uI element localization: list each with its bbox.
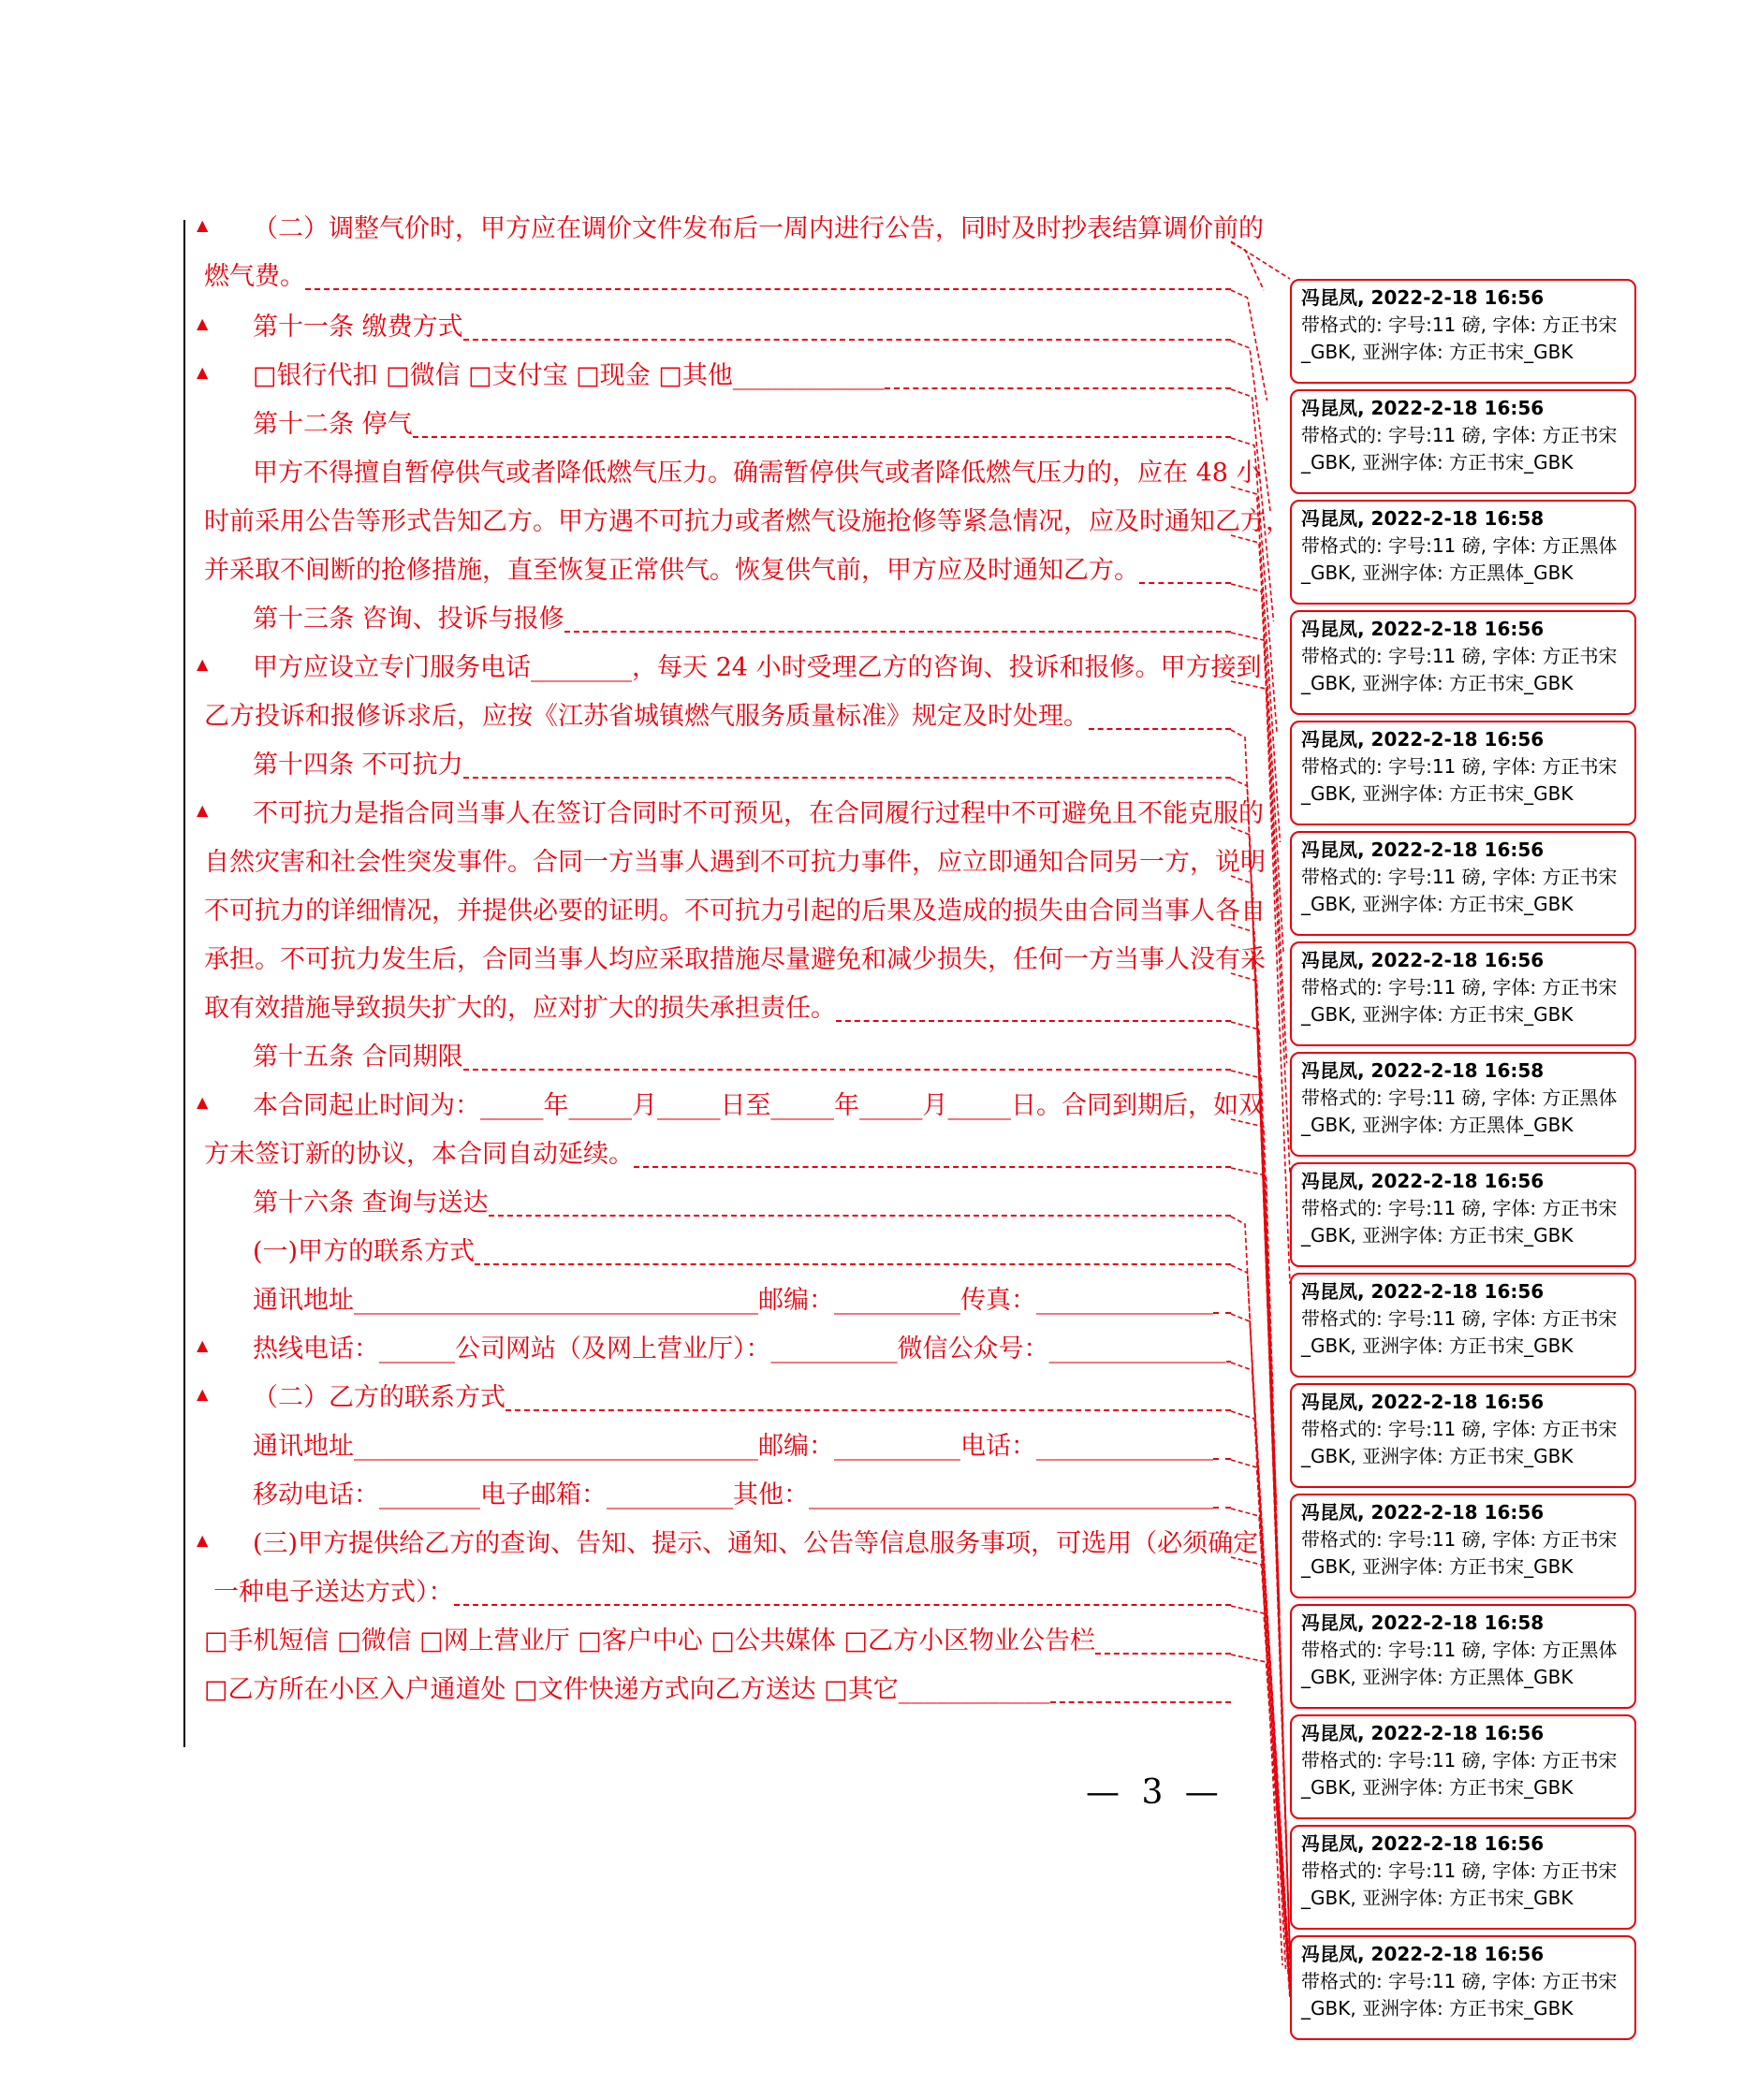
- document-line: [197, 790, 1264, 839]
- document-line: [197, 1666, 1231, 1714]
- line-text: 第十一条 缴费方式: [253, 313, 463, 342]
- revision-dash: [463, 1069, 1231, 1071]
- revision-dash: [1213, 1312, 1231, 1314]
- comment-body: 带格式的: 字号:11 磅, 字体: 方正书宋_GBK, 亚洲字体: 方正书宋_GBK: [1301, 1528, 1618, 1578]
- document-line: [197, 1471, 1231, 1520]
- line-text: (一)甲方的联系方式: [253, 1237, 476, 1266]
- comment-body: 带格式的: 字号:11 磅, 字体: 方正书宋_GBK, 亚洲字体: 方正书宋_GBK: [1301, 424, 1618, 474]
- revision-dash: [475, 1263, 1231, 1265]
- document-line: [197, 1568, 1231, 1617]
- paragraph-mark-icon: ▲: [197, 1093, 209, 1111]
- comment-author-date: 冯昆凤, 2022-2-18 16:56: [1301, 397, 1545, 419]
- comment-balloon[interactable]: [1290, 610, 1636, 715]
- comment-connector: [1231, 389, 1274, 621]
- revision-dash: [505, 1409, 1231, 1411]
- document-line: [197, 1276, 1231, 1325]
- comment-balloon[interactable]: [1290, 1052, 1636, 1157]
- line-text: 第十五条 合同期限: [253, 1043, 463, 1072]
- comment-connector: [1231, 242, 1264, 290]
- paragraph-mark-icon: ▲: [197, 655, 209, 673]
- document-line: [197, 887, 1266, 936]
- comment-body: 带格式的: 字号:11 磅, 字体: 方正书宋_GBK, 亚洲字体: 方正书宋_GBK: [1301, 1307, 1618, 1357]
- line-text: （二）调整气价时，甲方应在调价文件发布后一周内进行公告，同时及时抄表结算调价前的: [253, 214, 1264, 243]
- document-line: [197, 547, 1231, 595]
- line-text: 第十二条 停气: [253, 410, 413, 439]
- page-number: — 3 —: [1086, 1773, 1224, 1812]
- comment-balloon[interactable]: [1290, 831, 1636, 936]
- paragraph-mark-icon: ▲: [197, 314, 209, 332]
- line-text: 第十四条 不可抗力: [253, 751, 463, 780]
- revision-dash: [1226, 1361, 1231, 1363]
- comment-body: 带格式的: 字号:11 磅, 字体: 方正书宋_GBK, 亚洲字体: 方正书宋_GBK: [1301, 976, 1618, 1026]
- paragraph-mark-icon: ▲: [197, 1531, 209, 1549]
- comment-pane: [1273, 0, 1666, 2020]
- line-text: 本合同起止时间为：_____年_____月_____日至_____年_____月_____日。合同到期后，如双: [253, 1091, 1264, 1120]
- line-text: 甲方不得擅自暂停供气或者降低燃气压力。确需暂停供气或者降低燃气压力的，应在 48 小: [253, 459, 1262, 488]
- document-line: [197, 1520, 1259, 1568]
- document-line: [197, 741, 1231, 790]
- comment-author-date: 冯昆凤, 2022-2-18 16:56: [1301, 1943, 1545, 1965]
- document-line: [197, 644, 1262, 693]
- line-text: 移动电话：________电子邮箱：__________其他：________________________________: [253, 1480, 1213, 1509]
- line-text: 第十六条 查询与送达: [253, 1189, 489, 1218]
- document-line: [197, 1617, 1231, 1666]
- comment-body: 带格式的: 字号:11 磅, 字体: 方正书宋_GBK, 亚洲字体: 方正书宋_GBK: [1301, 1749, 1618, 1799]
- comment-body: 带格式的: 字号:11 磅, 字体: 方正书宋_GBK, 亚洲字体: 方正书宋_GBK: [1301, 755, 1618, 805]
- comment-balloon[interactable]: [1290, 1714, 1636, 1819]
- document-line: [197, 498, 1291, 547]
- comment-balloon[interactable]: [1290, 500, 1636, 605]
- document-line: [197, 936, 1266, 984]
- revision-dash: [463, 777, 1231, 779]
- comment-author-date: 冯昆凤, 2022-2-18 16:56: [1301, 1280, 1545, 1303]
- comment-body: 带格式的: 字号:11 磅, 字体: 方正书宋_GBK, 亚洲字体: 方正书宋_GBK: [1301, 1197, 1618, 1247]
- comment-author-date: 冯昆凤, 2022-2-18 16:56: [1301, 1722, 1545, 1744]
- line-text: 一种电子送达方式）：: [213, 1578, 454, 1607]
- comment-author-date: 冯昆凤, 2022-2-18 16:56: [1301, 1501, 1545, 1524]
- document-line: [197, 693, 1231, 741]
- document-line: [197, 1130, 1231, 1179]
- line-text: 燃气费。: [204, 262, 305, 291]
- comment-body: 带格式的: 字号:11 磅, 字体: 方正书宋_GBK, 亚洲字体: 方正书宋_GBK: [1301, 314, 1618, 363]
- comment-balloon[interactable]: [1290, 1383, 1636, 1488]
- comment-body: 带格式的: 字号:11 磅, 字体: 方正黑体_GBK, 亚洲字体: 方正黑体_GBK: [1301, 1086, 1618, 1136]
- paragraph-mark-icon: ▲: [197, 801, 209, 819]
- revision-dash: [413, 436, 1231, 438]
- line-text: 第十三条 咨询、投诉与报修: [253, 605, 564, 634]
- comment-balloon[interactable]: [1290, 1935, 1636, 2040]
- revision-dash: [454, 1604, 1231, 1606]
- paragraph-mark-icon: ▲: [197, 1336, 209, 1354]
- document-line: [197, 205, 1264, 254]
- revision-dash: [564, 631, 1231, 633]
- comment-author-date: 冯昆凤, 2022-2-18 16:58: [1301, 1611, 1545, 1634]
- document-line: [197, 1033, 1231, 1082]
- comment-author-date: 冯昆凤, 2022-2-18 16:56: [1301, 839, 1545, 861]
- paragraph-mark-icon: ▲: [197, 1385, 209, 1403]
- revision-dash: [1050, 1701, 1231, 1703]
- document-line: [197, 449, 1262, 498]
- document-line: [197, 839, 1266, 887]
- comment-body: 带格式的: 字号:11 磅, 字体: 方正黑体_GBK, 亚洲字体: 方正黑体_GBK: [1301, 534, 1618, 584]
- comment-body: 带格式的: 字号:11 磅, 字体: 方正书宋_GBK, 亚洲字体: 方正书宋_GBK: [1301, 1970, 1618, 2020]
- document-line: [197, 1082, 1264, 1130]
- comment-author-date: 冯昆凤, 2022-2-18 16:56: [1301, 286, 1545, 309]
- document-line: [197, 595, 1231, 644]
- line-text: 热线电话：______公司网站（及网上营业厅）：__________微信公众号：______________: [253, 1334, 1226, 1364]
- revision-dash: [634, 1166, 1231, 1168]
- document-line: [197, 1325, 1231, 1374]
- document-line: [197, 253, 1231, 301]
- comment-body: 带格式的: 字号:11 磅, 字体: 方正黑体_GBK, 亚洲字体: 方正黑体_GBK: [1301, 1639, 1618, 1688]
- line-text: □手机短信 □微信 □网上营业厅 □客户中心 □公共媒体 □乙方小区物业公告栏: [204, 1626, 1095, 1655]
- comment-author-date: 冯昆凤, 2022-2-18 16:56: [1301, 1170, 1545, 1192]
- line-text: 自然灾害和社会性突发事件。合同一方当事人遇到不可抗力事件，应立即通知合同另一方，说明: [204, 848, 1266, 877]
- document-line: [197, 1228, 1231, 1276]
- comment-author-date: 冯昆凤, 2022-2-18 16:58: [1301, 1059, 1545, 1082]
- revision-dash: [1213, 1458, 1231, 1460]
- comment-author-date: 冯昆凤, 2022-2-18 16:58: [1301, 507, 1545, 530]
- comment-balloon[interactable]: [1290, 279, 1636, 384]
- comment-author-date: 冯昆凤, 2022-2-18 16:56: [1301, 618, 1545, 640]
- revision-dash: [885, 387, 1231, 389]
- comment-balloon[interactable]: [1290, 721, 1636, 825]
- paragraph-mark-icon: ▲: [197, 216, 209, 234]
- line-text: 通讯地址________________________________邮编：__________传真：______________: [253, 1286, 1213, 1315]
- document-line: [197, 1374, 1231, 1422]
- revision-dash: [836, 1020, 1231, 1022]
- comment-body: 带格式的: 字号:11 磅, 字体: 方正书宋_GBK, 亚洲字体: 方正书宋_GBK: [1301, 866, 1618, 915]
- line-text: 承担。不可抗力发生后，合同当事人均应采取措施尽量避免和减少损失，任何一方当事人没有采: [204, 945, 1266, 974]
- line-text: (三)甲方提供给乙方的查询、告知、提示、通知、公告等信息服务事项，可选用（必须确定: [253, 1529, 1259, 1558]
- line-text: □银行代扣 □微信 □支付宝 □现金 □其他____________: [253, 361, 885, 390]
- line-text: 方未签订新的协议，本合同自动延续。: [204, 1140, 634, 1169]
- comment-author-date: 冯昆凤, 2022-2-18 16:56: [1301, 1391, 1545, 1413]
- line-text: 通讯地址________________________________邮编：__________电话：______________: [253, 1432, 1213, 1461]
- line-text: （二）乙方的联系方式: [253, 1383, 505, 1412]
- comment-balloon[interactable]: [1290, 1825, 1636, 1930]
- comment-author-date: 冯昆凤, 2022-2-18 16:56: [1301, 1832, 1545, 1855]
- comment-balloon[interactable]: [1290, 1273, 1636, 1378]
- line-text: 甲方应设立专门服务电话________，每天 24 小时受理乙方的咨询、投诉和报修。甲方接到: [253, 653, 1262, 682]
- comment-author-date: 冯昆凤, 2022-2-18 16:56: [1301, 949, 1545, 971]
- comment-author-date: 冯昆凤, 2022-2-18 16:56: [1301, 728, 1545, 751]
- comment-balloon[interactable]: [1290, 941, 1636, 1046]
- line-text: 乙方投诉和报修诉求后，应按《江苏省城镇燃气服务质量标准》规定及时处理。: [204, 702, 1089, 731]
- document-line: [197, 352, 1231, 401]
- comment-body: 带格式的: 字号:11 磅, 字体: 方正书宋_GBK, 亚洲字体: 方正书宋_GBK: [1301, 1418, 1618, 1467]
- comment-balloon[interactable]: [1290, 1162, 1636, 1267]
- paragraph-mark-icon: ▲: [197, 363, 209, 381]
- line-text: 取有效措施导致损失扩大的，应对扩大的损失承担责任。: [204, 994, 836, 1023]
- comment-balloon[interactable]: [1290, 1604, 1636, 1709]
- line-text: 不可抗力是指合同当事人在签订合同时不可预见，在合同履行过程中不可避免且不能克服的: [253, 799, 1264, 828]
- revision-dash: [1095, 1653, 1231, 1655]
- line-text: □乙方所在小区入户通道处 □文件快递方式向乙方送达 □其它____________: [204, 1675, 1050, 1704]
- comment-body: 带格式的: 字号:11 磅, 字体: 方正书宋_GBK, 亚洲字体: 方正书宋_GBK: [1301, 1859, 1618, 1909]
- document-line: [197, 1422, 1231, 1471]
- comment-balloon[interactable]: [1290, 389, 1636, 494]
- revision-dash: [1213, 1507, 1231, 1509]
- line-text: 并采取不间断的抢修措施，直至恢复正常供气。恢复供气前，甲方应及时通知乙方。: [204, 556, 1139, 585]
- revision-dash: [1139, 582, 1231, 584]
- line-text: 不可抗力的详细情况，并提供必要的证明。不可抗力引起的后果及造成的损失由合同当事人各自: [204, 897, 1266, 926]
- document-line: [197, 1179, 1231, 1228]
- document-line: [197, 303, 1231, 352]
- document-line: [197, 984, 1231, 1033]
- comment-body: 带格式的: 字号:11 磅, 字体: 方正书宋_GBK, 亚洲字体: 方正书宋_GBK: [1301, 645, 1618, 694]
- comment-connector: [1231, 290, 1267, 401]
- revision-dash: [489, 1215, 1231, 1217]
- line-text: 时前采用公告等形式告知乙方。甲方遇不可抗力或者燃气设施抢修等紧急情况，应及时通知乙方，: [204, 507, 1291, 536]
- revision-dash: [1089, 728, 1231, 730]
- revision-dash: [463, 339, 1231, 341]
- document-line: [197, 401, 1231, 449]
- comment-balloon[interactable]: [1290, 1494, 1636, 1598]
- revision-dash: [305, 288, 1231, 290]
